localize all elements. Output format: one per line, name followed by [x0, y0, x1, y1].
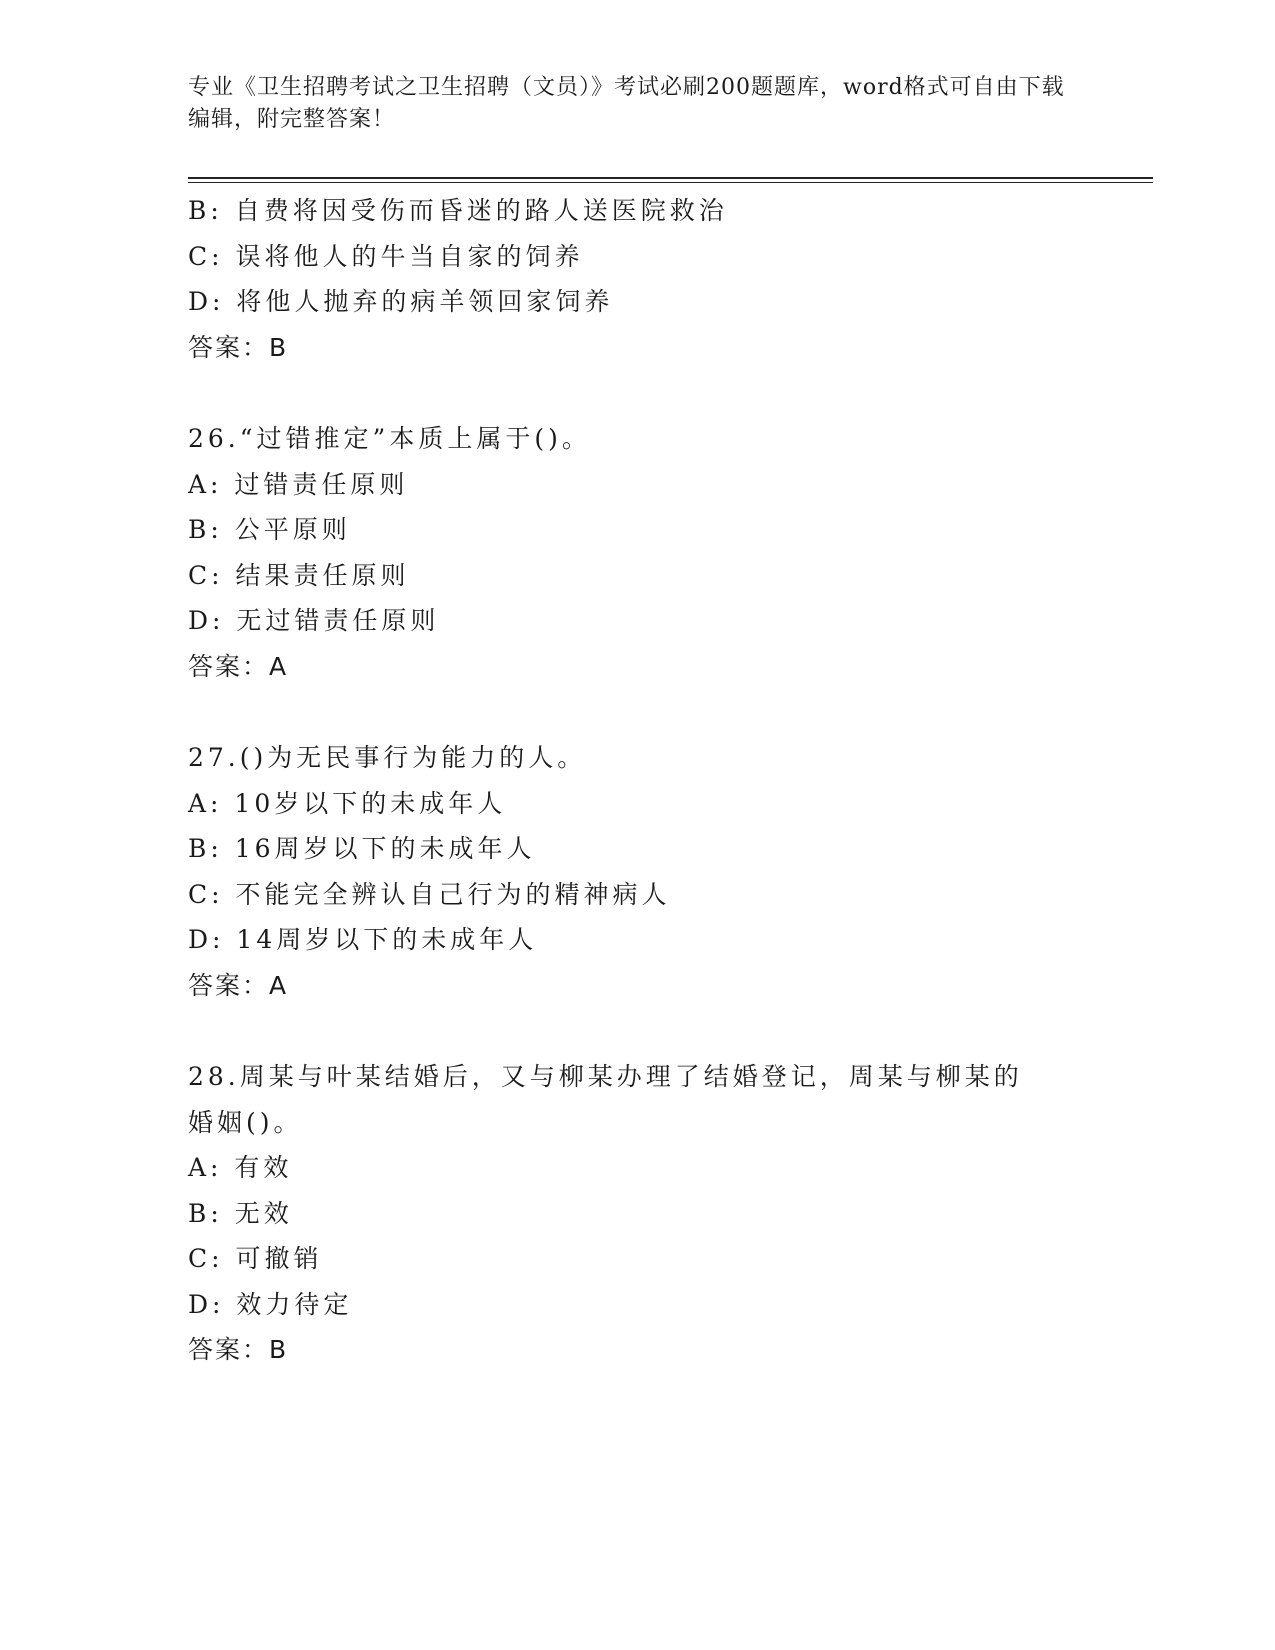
option-d: D: 14周岁以下的未成年人	[188, 925, 538, 954]
question-title: 26.“过错推定”本质上属于()。	[188, 424, 591, 453]
option-c: C: 结果责任原则	[188, 560, 410, 590]
question-list	[188, 188, 1088, 1373]
question-27	[188, 735, 1088, 1008]
option-c: C: 可撤销	[188, 1244, 323, 1273]
option-d: D: 将他人抛弃的病羊领回家饲养	[188, 287, 614, 316]
option-b: B: 自费将因受伤而昏迷的路人送医院救治	[188, 196, 728, 225]
option-b: B: 公平原则	[188, 515, 351, 544]
document-header: 专业《卫生招聘考试之卫生招聘（文员）》考试必刷200题题库，word格式可自由下载编辑，附完整答案！	[188, 75, 1065, 132]
question-28	[188, 1054, 1088, 1373]
answer-line: 答案：B	[188, 332, 289, 362]
spacer	[188, 689, 1088, 735]
option-c: C: 不能完全辨认自己行为的精神病人	[188, 879, 671, 909]
answer-line: 答案：A	[188, 970, 289, 1000]
header-divider-thin	[188, 182, 1153, 183]
option-a: A: 有效	[188, 1153, 293, 1182]
option-b: B: 16周岁以下的未成年人	[188, 834, 536, 863]
question-title: 28.周某与叶某结婚后，又与柳某办理了结婚登记，周某与柳某的婚姻()。	[188, 1062, 1023, 1137]
option-d: D: 无过错责任原则	[188, 606, 440, 635]
header-divider	[188, 177, 1153, 179]
question-25-continued	[188, 188, 1088, 370]
option-b: B: 无效	[188, 1198, 293, 1228]
option-d: D: 效力待定	[188, 1289, 353, 1319]
question-26	[188, 416, 1088, 689]
answer-line: 答案：A	[188, 651, 289, 681]
spacer	[188, 370, 1088, 416]
answer-line: 答案：B	[188, 1335, 289, 1364]
spacer	[188, 1008, 1088, 1054]
question-title: 27.()为无民事行为能力的人。	[188, 743, 587, 772]
option-a: A: 过错责任原则	[188, 469, 409, 499]
option-a: A: 10岁以下的未成年人	[188, 788, 507, 818]
option-c: C: 误将他人的牛当自家的饲养	[188, 241, 584, 271]
